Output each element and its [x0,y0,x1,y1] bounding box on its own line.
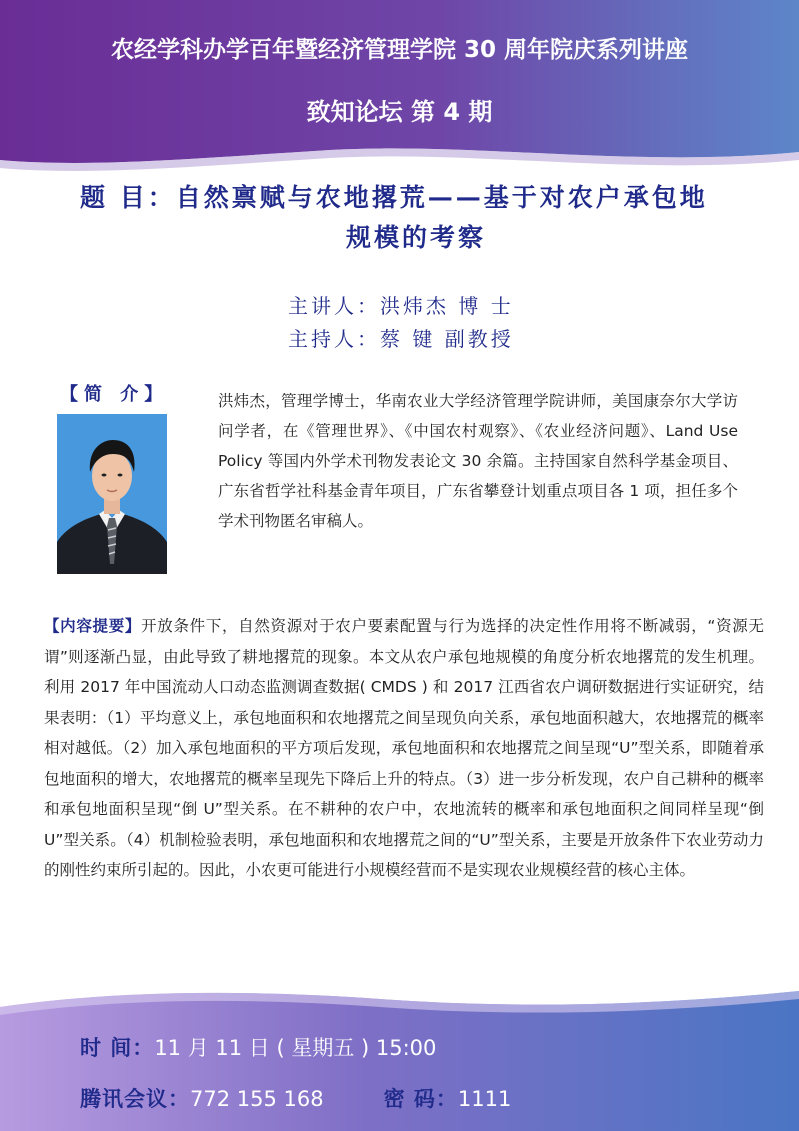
meeting-id: 772 155 168 [190,1087,324,1111]
header-banner [0,0,799,175]
time-row [80,1032,436,1062]
abstract-label: 【内容提要】 [44,617,142,635]
series-title: 农经学科办学百年暨经济管理学院 30 周年院庆系列讲座 [110,37,689,63]
forum-issue-title: 致知论坛 第 4 期 [306,98,493,126]
speaker: 主讲人：洪炜杰 博 士 [288,294,514,318]
topic-line-1: 题 目：自然禀赋与农地撂荒——基于对农户承包地 [80,183,708,212]
password-value: 1111 [457,1087,512,1111]
intro-text: 洪炜杰，管理学博士，华南农业大学经济管理学院讲师，美国康奈尔大学访问学者，在《管理世界》、《中国农村观察》、《农业经济问题》、Land Use Policy 等国内外学术刊物发表论文 30 余篇。主持国家自然科学基金项目、广东省哲学社科基金青年项目，广东省攀登计划重点项目各 1 项，担任多个学术刊物匿名审稿人。 [218,392,738,530]
password-label: 密 码： [383,1087,458,1111]
abstract [44,611,764,886]
speaker-photo [57,414,167,574]
time-value: 11 月 11 日 ( 星期五 ) 15:00 [154,1036,437,1060]
meeting-label: 腾讯会议： [80,1087,190,1111]
intro-label: 【简 介】 [60,384,169,405]
host: 主持人：蔡 键 副教授 [288,327,514,351]
abstract-text: 开放条件下，自然资源对于农户要素配置与行为选择的决定性作用将不断减弱，“资源无谓”则逐渐凸显，由此导致了耕地撂荒的现象。本文从农户承包地规模的角度分析农地撂荒的发生机理。利用 2017 年中国流动人口动态监测调查数据( CMDS ) 和 2017 江西省农户调研数据进行实证研究，结果表明：（1）平均意义上，承包地面积和农地撂荒之间呈现负向关系，承包地面积越大，农地撂荒的概率相对越低。（2）加入承包地面积的平方项后发现，承包地面积和农地撂荒之间呈现“U”型关系，即随着承包地面积的增大，农地撂荒的概率呈现先下降后上升的特点。（3）进一步分析发现，农户自己耕种的概率和承包地面积呈现“倒 U”型关系。在不耕种的农户中，农地流转的概率和承包地面积之间同样呈现“倒 U”型关系。（4）机制检验表明，承包地面积和农地撂荒之间的“U”型关系，主要是开放条件下农业劳动力的刚性约束所引起的。因此，小农更可能进行小规模经营而不是实现农业规模经营的核心主体。 [44,617,764,879]
time-label: 时 间： [80,1036,155,1060]
topic-line-2: 规模的考察 [346,223,487,252]
meeting-row [80,1083,511,1113]
